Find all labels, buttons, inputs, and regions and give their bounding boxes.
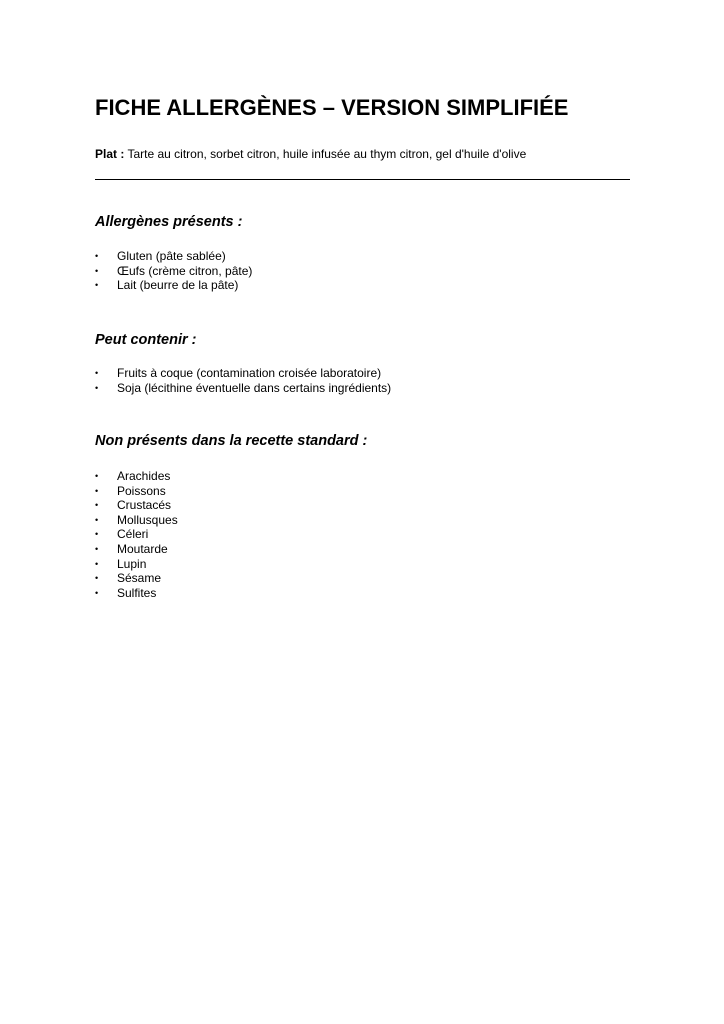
allergen-item-text: Céleri xyxy=(117,527,149,542)
allergen-item-text: Sésame xyxy=(117,571,162,586)
section-heading-absent-allergens: Non présents dans la recette standard : xyxy=(95,433,368,449)
allergen-item-text: Fruits à coque (contamination croisée laboratoire) xyxy=(117,366,382,380)
bullet-icon: • xyxy=(95,265,99,276)
bullet-icon: • xyxy=(95,485,99,496)
allergen-item-text: Lupin xyxy=(117,556,147,571)
bullet-icon: • xyxy=(95,573,99,584)
bullet-icon: • xyxy=(95,368,99,378)
bullet-icon: • xyxy=(95,587,99,598)
allergen-item-text: Crustacés xyxy=(117,498,172,513)
allergen-item-text: Poissons xyxy=(117,483,166,498)
dish-line xyxy=(95,146,526,162)
dish-label: Plat : xyxy=(95,147,125,161)
allergen-item-text: Gluten (pâte sablée) xyxy=(117,249,226,263)
bullet-icon: • xyxy=(95,514,99,525)
bullet-icon: • xyxy=(95,543,99,554)
allergen-item-text: Mollusques xyxy=(117,512,178,527)
section-heading-may-contain: Peut contenir : xyxy=(95,332,197,348)
bullet-icon: • xyxy=(95,251,99,261)
allergen-item-text: Lait (beurre de la pâte) xyxy=(117,278,239,293)
document-title: FICHE ALLERGÈNES – VERSION SIMPLIFIÉE xyxy=(95,95,569,120)
bullet-icon: • xyxy=(95,529,99,540)
bullet-icon: • xyxy=(95,382,99,393)
section-heading-present-allergens: Allergènes présents : xyxy=(95,214,243,230)
allergen-item-text: Sulfites xyxy=(117,585,157,600)
bullet-icon: • xyxy=(95,280,99,291)
bullet-icon: • xyxy=(95,558,99,569)
allergen-item-text: Moutarde xyxy=(117,541,168,556)
bullet-icon: • xyxy=(95,471,99,481)
allergen-item-text: Soja (lécithine éventuelle dans certains ingrédients) xyxy=(117,380,392,395)
horizontal-divider xyxy=(95,179,630,180)
dish-description: Tarte au citron, sorbet citron, huile infusée au thym citron, gel d'huile d'olive xyxy=(124,147,527,161)
bullet-icon: • xyxy=(95,500,99,511)
allergen-item-text: Arachides xyxy=(117,469,171,483)
allergen-item-text: Œufs (crème citron, pâte) xyxy=(117,263,253,278)
